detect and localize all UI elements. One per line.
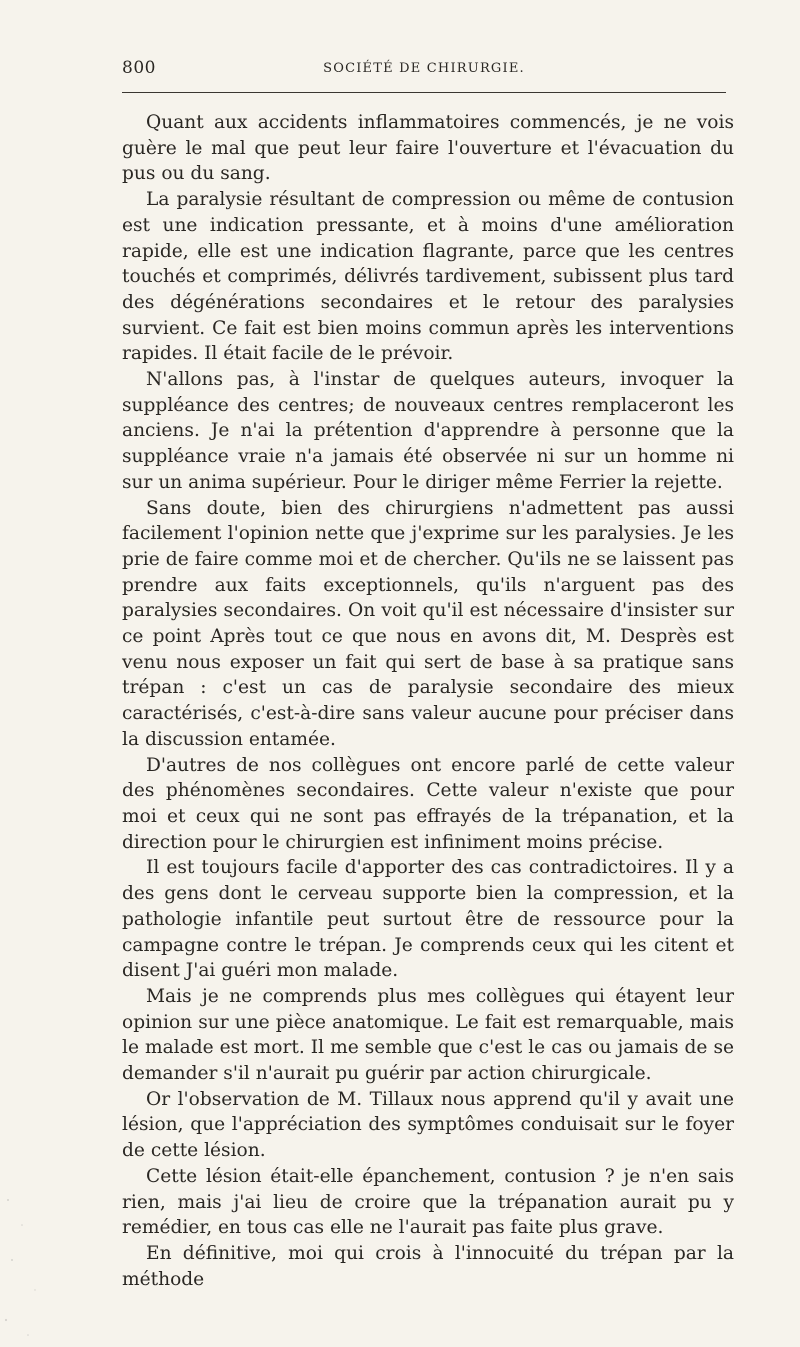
paper-speckle-decoration	[0, 1180, 60, 1347]
paragraph: Cette lésion était-elle épanchement, contusion ? je n'en sais rien, mais j'ai lieu de croire que la trépanation aurait pu y remédier, en tous cas elle ne l'aurait pas faite plus grave.	[122, 1165, 734, 1239]
page-header	[122, 58, 726, 82]
paragraph: Mais je ne comprends plus mes collègues qui étayent leur opinion sur une pièce anatomique. Le fait est remarquable, mais le malade est mort. Il me semble que c'est le cas ou jamais de se demander s'il n'aurait pu guérir par action chirurgicale.	[122, 985, 734, 1085]
paragraph: Or l'observation de M. Tillaux nous apprend qu'il y avait une lésion, que l'appréciation des symptômes conduisait sur le foyer de cette lésion.	[122, 1088, 734, 1162]
paragraph: D'autres de nos collègues ont encore parlé de cette valeur des phénomènes secondaires. Cette valeur n'existe que pour moi et ceux qui ne sont pas effrayés de la trépanation, et la direction pour le chirurgien est infiniment moins précise.	[122, 754, 734, 853]
paragraph: Il est toujours facile d'apporter des cas contradictoires. Il y a des gens dont le cerveau supporte bien la compression, et la pathologie infantile peut surtout être de ressource pour la campagne contre le trépan. Je comprends ceux qui les citent et disent J'ai guéri mon malade.	[122, 857, 734, 982]
running-title: SOCIÉTÉ DE CHIRURGIE.	[323, 61, 525, 76]
page-number: 800	[122, 58, 156, 78]
paragraph: Sans doute, bien des chirurgiens n'admettent pas aussi facilement l'opinion nette que j'exprime sur les paralysies. Je les prie de faire comme moi et de chercher. Qu'ils ne se laissent pas prendre aux faits exceptionnels, qu'ils n'arguent pas des paralysies secondaires. On voit qu'il est nécessaire d'insister sur ce point Après tout ce que nous en avons dit, M. Desprès est venu nous exposer un fait qui sert de base à sa pratique sans trépan : c'est un cas de paralysie secondaire des mieux caractérisés, c'est-à-dire sans valeur aucune pour préciser dans la discussion entamée.	[122, 497, 734, 750]
paragraph: La paralysie résultant de compression ou même de contusion est une indication pressante, et à moins d'une amélioration rapide, elle est une indication flagrante, parce que les centres touchés et comprimés, délivrés tardivement, subissent plus tard des dégénérations secondaires et le retour des paralysies survient. Ce fait est bien moins commun après les interventions rapides. Il était facile de le prévoir.	[122, 189, 734, 365]
body-text	[122, 110, 734, 1292]
paragraph: En définitive, moi qui crois à l'innocuité du trépan par la méthode	[122, 1242, 734, 1290]
header-rule	[122, 92, 726, 93]
paragraph: N'allons pas, à l'instar de quelques auteurs, invoquer la suppléance des centres; de nouveaux centres remplaceront les anciens. Je n'ai la prétention d'apprendre à personne que la suppléance vraie n'a jamais été observée ni sur un homme ni sur un anima supérieur. Pour le diriger même Ferrier la rejette.	[122, 369, 734, 493]
paragraph: Quant aux accidents inflammatoires commencés, je ne vois guère le mal que peut leur faire l'ouverture et l'évacuation du pus ou du sang.	[122, 112, 734, 185]
